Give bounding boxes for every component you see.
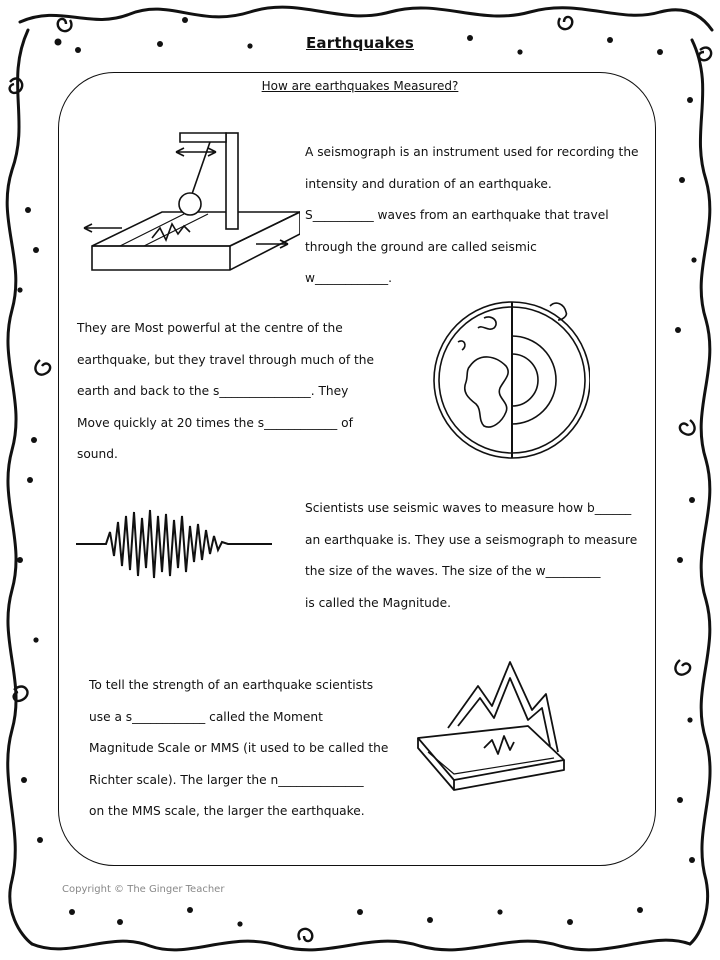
text-line: Richter scale). The larger the n______________: [89, 772, 364, 787]
text-line: intensity and duration of an earthquake.: [305, 176, 552, 191]
earth-cross-section-illustration: [430, 296, 590, 462]
text-line: They are Most powerful at the centre of the: [77, 321, 343, 335]
text-line: earthquake, but they travel through much of the: [77, 352, 374, 367]
text-line: an earthquake is. They use a seismograph to measure: [305, 532, 638, 547]
text-line: w____________.: [305, 271, 392, 285]
text-line: the size of the waves. The size of the w_________: [305, 564, 601, 578]
paragraph-strength: [89, 670, 389, 828]
text-line: use a s____________ called the Moment: [89, 709, 323, 724]
text-line: Scientists use seismic waves to measure how b______: [305, 501, 632, 515]
copyright-notice: Copyright © The Ginger Teacher: [62, 884, 225, 895]
seismic-wave-illustration: [76, 506, 272, 582]
paragraph-seismograph: [305, 137, 639, 295]
text-line: through the ground are called seismic: [305, 239, 537, 254]
text-line: A seismograph is an instrument used for recording the: [305, 145, 639, 159]
text-line: sound.: [77, 447, 118, 461]
page-title: Earthquakes: [305, 34, 415, 52]
text-line: S__________ waves from an earthquake that travel: [305, 208, 609, 222]
ground-crack-illustration: [414, 656, 576, 800]
text-line: is called the Magnitude.: [305, 595, 451, 610]
paragraph-power: [77, 313, 377, 471]
seismograph-illustration: [80, 128, 300, 280]
text-line: earth and back to the s_______________. They: [77, 384, 349, 398]
text-line: Magnitude Scale or MMS (it used to be called the: [89, 741, 389, 755]
text-line: Move quickly at 20 times the s____________ of: [77, 415, 353, 430]
text-line: To tell the strength of an earthquake scientists: [89, 678, 374, 692]
section-subtitle: How are earthquakes Measured?: [261, 79, 459, 93]
paragraph-measure: [305, 493, 638, 619]
text-line: on the MMS scale, the larger the earthquake.: [89, 804, 365, 818]
